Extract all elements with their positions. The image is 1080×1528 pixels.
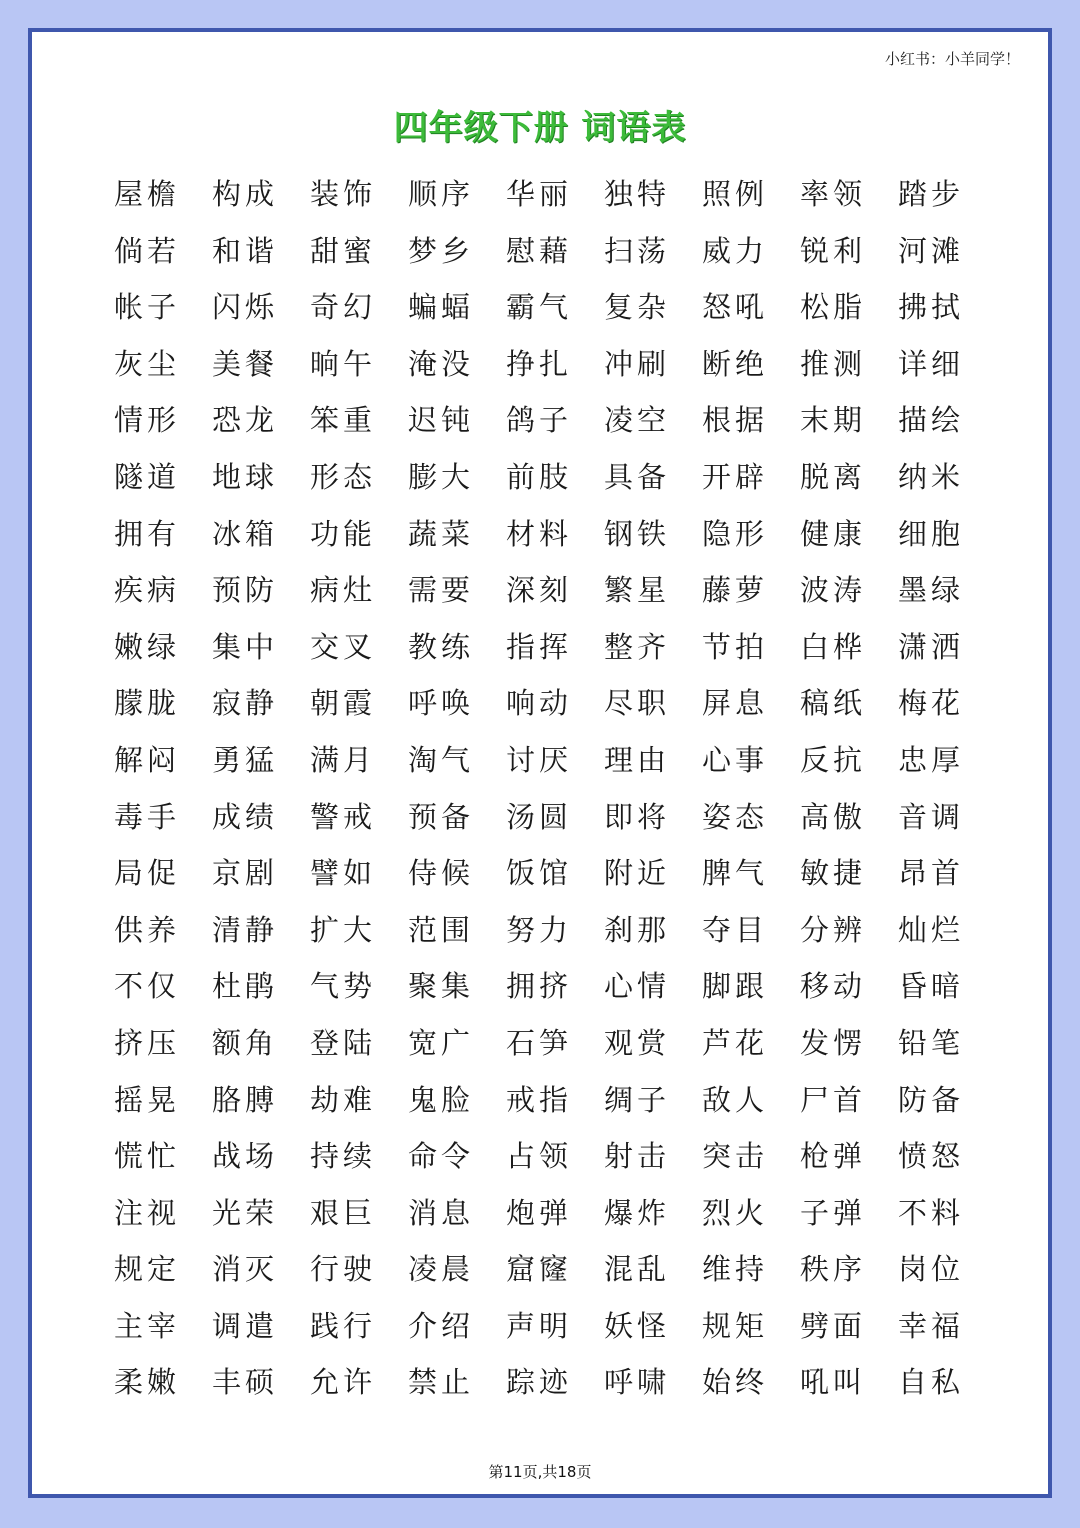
vocab-word: 注视 [114, 1195, 181, 1230]
vocab-word: 白桦 [800, 629, 867, 664]
vocab-word: 教练 [408, 629, 475, 664]
vocab-word: 夺目 [702, 912, 769, 947]
vocab-word: 理由 [604, 742, 671, 777]
vocab-word: 命令 [408, 1139, 475, 1174]
vocab-word: 姿态 [702, 799, 769, 834]
vocab-word: 灿烂 [898, 912, 965, 947]
vocab-word: 介绍 [408, 1308, 475, 1343]
vocab-word: 病灶 [310, 573, 377, 608]
vocab-word: 墨绿 [898, 573, 965, 608]
vocab-word: 霸气 [506, 290, 573, 325]
vocab-word: 构成 [212, 177, 279, 211]
vocab-word: 不料 [898, 1195, 965, 1230]
vocab-word: 波涛 [800, 573, 867, 608]
vocab-word: 和谐 [212, 233, 279, 268]
vocab-word: 寂静 [212, 686, 279, 721]
vocab-word: 闪烁 [212, 290, 279, 325]
vocab-word: 成绩 [212, 799, 279, 834]
vocab-word: 禁止 [408, 1365, 475, 1400]
vocab-word: 扩大 [310, 912, 377, 947]
word-table [114, 166, 996, 1411]
vocab-word: 笨重 [310, 403, 377, 438]
vocab-word: 即将 [604, 799, 671, 834]
vocab-word: 战场 [212, 1139, 279, 1174]
vocab-word: 功能 [310, 516, 377, 551]
vocab-word: 混乱 [604, 1252, 671, 1287]
vocab-word: 绸子 [604, 1082, 671, 1117]
page-number: 第11页,共18页 [488, 1463, 592, 1481]
vocab-word: 复杂 [604, 290, 671, 325]
vocab-word: 晌午 [310, 346, 377, 381]
vocab-word: 情形 [114, 403, 181, 438]
vocab-word: 心事 [702, 742, 769, 777]
vocab-word: 帐子 [114, 290, 181, 325]
vocab-word: 芦花 [702, 1025, 769, 1060]
vocab-word: 脚跟 [702, 969, 769, 1004]
vocab-word: 指挥 [506, 629, 573, 664]
vocab-word: 整齐 [604, 629, 671, 664]
vocab-word: 松脂 [800, 290, 867, 325]
vocab-word: 恐龙 [212, 403, 279, 438]
vocab-word: 开辟 [702, 459, 769, 494]
vocab-word: 根据 [702, 403, 769, 438]
vocab-word: 胳膊 [212, 1082, 279, 1117]
vocab-word: 蔬菜 [408, 516, 475, 551]
vocab-word: 移动 [800, 969, 867, 1004]
vocab-word: 节拍 [702, 629, 769, 664]
vocab-word: 炮弹 [506, 1195, 573, 1230]
vocab-word: 藤萝 [702, 573, 769, 608]
vocab-word: 观赏 [604, 1025, 671, 1060]
vocab-word: 占领 [506, 1139, 573, 1174]
vocab-word: 防备 [898, 1082, 965, 1117]
vocab-word: 繁星 [604, 573, 671, 608]
vocab-word: 饭馆 [506, 856, 573, 891]
vocab-word: 允许 [310, 1365, 377, 1400]
vocab-word: 额角 [212, 1025, 279, 1060]
vocab-word: 潇洒 [898, 629, 965, 664]
vocab-word: 努力 [506, 912, 573, 947]
vocab-word: 分辨 [800, 912, 867, 947]
vocab-word: 挣扎 [506, 346, 573, 381]
vocab-word: 独特 [604, 177, 671, 211]
vocab-word: 河滩 [898, 233, 965, 268]
vocab-word: 冰箱 [212, 516, 279, 551]
vocab-word: 讨厌 [506, 742, 573, 777]
vocab-word: 烈火 [702, 1195, 769, 1230]
vocab-word: 戒指 [506, 1082, 573, 1117]
vocab-word: 劈面 [800, 1308, 867, 1343]
vocab-word: 装饰 [310, 177, 377, 211]
vocab-word: 消灭 [212, 1252, 279, 1287]
vocab-word: 顺序 [408, 177, 475, 211]
vocab-word: 疾病 [114, 573, 181, 608]
vocab-word: 窟窿 [506, 1252, 573, 1287]
vocab-word: 敌人 [702, 1082, 769, 1117]
vocab-word: 气势 [310, 969, 377, 1004]
vocab-word: 照例 [702, 177, 769, 211]
vocab-word: 高傲 [800, 799, 867, 834]
vocab-word: 隐形 [702, 516, 769, 551]
vocab-word: 反抗 [800, 742, 867, 777]
vocab-word: 范围 [408, 912, 475, 947]
vocab-word: 爆炸 [604, 1195, 671, 1230]
vocab-word: 怒吼 [702, 290, 769, 325]
vocab-word: 淘气 [408, 742, 475, 777]
vocab-word: 交叉 [310, 629, 377, 664]
vocab-word: 推测 [800, 346, 867, 381]
vocab-word: 美餐 [212, 346, 279, 381]
vocab-word: 需要 [408, 573, 475, 608]
vocab-word: 发愣 [800, 1025, 867, 1060]
vocab-word: 脱离 [800, 459, 867, 494]
vocab-word: 艰巨 [310, 1195, 377, 1230]
vocab-word: 岗位 [898, 1252, 965, 1287]
page-title: 四年级下册 词语表 [393, 108, 687, 148]
vocab-word: 鬼脸 [408, 1082, 475, 1117]
vocab-word: 践行 [310, 1308, 377, 1343]
vocab-word: 凌晨 [408, 1252, 475, 1287]
vocab-word: 响动 [506, 686, 573, 721]
vocab-word: 详细 [898, 346, 965, 381]
vocab-word: 石笋 [506, 1025, 573, 1060]
vocab-word: 突击 [702, 1139, 769, 1174]
vocab-word: 尸首 [800, 1082, 867, 1117]
vocab-word: 聚集 [408, 969, 475, 1004]
vocab-word: 形态 [310, 459, 377, 494]
vocab-word: 秩序 [800, 1252, 867, 1287]
vocab-word: 梅花 [898, 686, 965, 721]
vocab-word: 淹没 [408, 346, 475, 381]
vocab-word: 勇猛 [212, 742, 279, 777]
vocab-word: 稿纸 [800, 686, 867, 721]
vocab-word: 丰硕 [212, 1365, 279, 1400]
vocab-word: 甜蜜 [310, 233, 377, 268]
vocab-word: 断绝 [702, 346, 769, 381]
vocab-word: 自私 [898, 1365, 965, 1400]
vocab-word: 蝙蝠 [408, 290, 475, 325]
vocab-word: 呼啸 [604, 1365, 671, 1400]
vocab-word: 局促 [114, 856, 181, 891]
vocab-word: 譬如 [310, 856, 377, 891]
vocab-word: 率领 [800, 177, 867, 211]
vocab-word: 深刻 [506, 573, 573, 608]
vocab-word: 心情 [604, 969, 671, 1004]
vocab-word: 劫难 [310, 1082, 377, 1117]
vocab-word: 梦乡 [408, 233, 475, 268]
vocab-word: 灰尘 [114, 346, 181, 381]
vocab-word: 清静 [212, 912, 279, 947]
vocab-word: 规定 [114, 1252, 181, 1287]
vocab-word: 光荣 [212, 1195, 279, 1230]
vocab-word: 踪迹 [506, 1365, 573, 1400]
vocab-word: 调遣 [212, 1308, 279, 1343]
vocab-word: 拥有 [114, 516, 181, 551]
vocab-word: 慌忙 [114, 1139, 181, 1174]
vocab-word: 屏息 [702, 686, 769, 721]
vocab-word: 不仅 [114, 969, 181, 1004]
vocab-word: 忠厚 [898, 742, 965, 777]
vocab-word: 描绘 [898, 403, 965, 438]
vocab-word: 解闷 [114, 742, 181, 777]
vocab-word: 华丽 [506, 177, 573, 211]
vocab-word: 刹那 [604, 912, 671, 947]
vocab-word: 侍候 [408, 856, 475, 891]
vocab-word: 材料 [506, 516, 573, 551]
vocab-word: 膨大 [408, 459, 475, 494]
vocab-word: 嫩绿 [114, 629, 181, 664]
vocab-word: 隧道 [114, 459, 181, 494]
vocab-word: 满月 [310, 742, 377, 777]
vocab-word: 汤圆 [506, 799, 573, 834]
vocab-word: 始终 [702, 1365, 769, 1400]
vocab-word: 警戒 [310, 799, 377, 834]
vocab-word: 妖怪 [604, 1308, 671, 1343]
vocab-word: 朝霞 [310, 686, 377, 721]
vocab-word: 威力 [702, 233, 769, 268]
vocab-word: 登陆 [310, 1025, 377, 1060]
page-frame [28, 28, 1052, 1498]
vocab-word: 奇幻 [310, 290, 377, 325]
vocab-word: 射击 [604, 1139, 671, 1174]
vocab-word: 末期 [800, 403, 867, 438]
vocab-word: 敏捷 [800, 856, 867, 891]
vocab-word: 呼唤 [408, 686, 475, 721]
vocab-word: 健康 [800, 516, 867, 551]
vocab-word: 昏暗 [898, 969, 965, 1004]
vocab-word: 集中 [212, 629, 279, 664]
vocab-word: 钢铁 [604, 516, 671, 551]
vocab-word: 京剧 [212, 856, 279, 891]
watermark-text: 小红书：小羊同学！ [884, 50, 1020, 68]
vocab-word: 行驶 [310, 1252, 377, 1287]
vocab-word: 主宰 [114, 1308, 181, 1343]
vocab-word: 朦胧 [114, 686, 181, 721]
vocab-word: 消息 [408, 1195, 475, 1230]
vocab-word: 持续 [310, 1139, 377, 1174]
vocab-word: 摇晃 [114, 1082, 181, 1117]
vocab-word: 挤压 [114, 1025, 181, 1060]
vocab-word: 迟钝 [408, 403, 475, 438]
vocab-word: 杜鹃 [212, 969, 279, 1004]
vocab-word: 柔嫩 [114, 1365, 181, 1400]
vocab-word: 宽广 [408, 1025, 475, 1060]
vocab-word: 踏步 [898, 177, 965, 211]
vocab-word: 预备 [408, 799, 475, 834]
vocab-word: 吼叫 [800, 1365, 867, 1400]
vocab-word: 凌空 [604, 403, 671, 438]
vocab-word: 维持 [702, 1252, 769, 1287]
vocab-word: 幸福 [898, 1308, 965, 1343]
vocab-word: 预防 [212, 573, 279, 608]
vocab-word: 冲刷 [604, 346, 671, 381]
vocab-word: 音调 [898, 799, 965, 834]
vocab-word: 细胞 [898, 516, 965, 551]
vocab-word: 声明 [506, 1308, 573, 1343]
vocab-word: 附近 [604, 856, 671, 891]
vocab-word: 子弹 [800, 1195, 867, 1230]
vocab-word: 扫荡 [604, 233, 671, 268]
vocab-word: 尽职 [604, 686, 671, 721]
vocab-word: 前肢 [506, 459, 573, 494]
vocab-word: 纳米 [898, 459, 965, 494]
vocab-word: 昂首 [898, 856, 965, 891]
vocab-word: 脾气 [702, 856, 769, 891]
vocab-word: 倘若 [114, 233, 181, 268]
vocab-word: 地球 [212, 459, 279, 494]
vocab-word: 拥挤 [506, 969, 573, 1004]
vocab-word: 屋檐 [114, 177, 181, 211]
vocab-word: 枪弹 [800, 1139, 867, 1174]
vocab-word: 毒手 [114, 799, 181, 834]
vocab-word: 慰藉 [506, 233, 573, 268]
vocab-word: 规矩 [702, 1308, 769, 1343]
vocab-word: 铅笔 [898, 1025, 965, 1060]
vocab-word: 拂拭 [898, 290, 965, 325]
vocab-word: 愤怒 [898, 1139, 965, 1174]
vocab-word: 鸽子 [506, 403, 573, 438]
vocab-word: 锐利 [800, 233, 867, 268]
vocab-word: 具备 [604, 459, 671, 494]
vocab-word: 供养 [114, 912, 181, 947]
